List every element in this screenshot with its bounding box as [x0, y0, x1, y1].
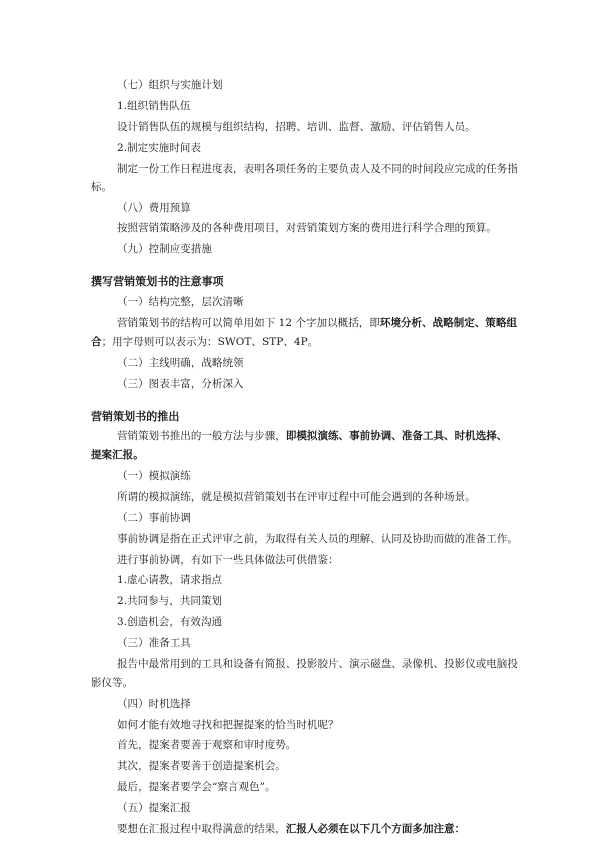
launch-step-2-title: （二）事前协调 [117, 512, 191, 524]
launch-step-4-line-2: 其次，提案者要善于创造提案机会。 [117, 760, 286, 772]
section-8-text: 按照营销策略涉及的各种费用项目，对营销策划方案的费用进行科学合理的预算。 [117, 222, 497, 234]
launch-step-3-title: （三）准备工具 [117, 637, 191, 649]
section-9-title: （九）控制应变措施 [117, 243, 212, 255]
section-7-item-1-text: 设计销售队伍的规模与组织结构，招聘、培训、监督、激励、评估销售人员。 [117, 121, 476, 133]
launch-step-1-title: （一）模拟演练 [117, 470, 191, 482]
launch-step-3-text-line1: 报告中最常用到的工具和设备有简报、投影胶片、演示磁盘、录像机、投影仪或电脑投 [117, 658, 518, 670]
notes-point-1-text-line2: 合；用字母则可以表示为：SWOT、STP、4P。 [91, 336, 319, 348]
list-item: 1.虚心请教，请求指点 [117, 574, 223, 586]
launch-intro-line1: 营销策划书推出的一般方法与步骤，即模拟演练、事前协调、准备工具、时机选择、 [117, 430, 508, 442]
launch-step-5-title: （五）提案汇报 [117, 802, 191, 814]
notes-point-1-text-line1: 营销策划书的结构可以简单用如下 12 个字加以概括，即环境分析、战略制定、策略组 [117, 317, 518, 329]
launch-step-3-text-line2: 影仪等。 [91, 677, 134, 689]
launch-step-5-text: 要想在汇报过程中取得满意的结果，汇报人必须在以下几个方面多加注意： [117, 823, 466, 835]
launch-step-4-title: （四）时机选择 [117, 698, 191, 710]
list-item: 2.共同参与，共同策划 [117, 595, 223, 607]
section-7-item-2-text-line1: 制定一份工作日程进度表，表明各项任务的主要负责人及不同的时间段应完成的任务指 [117, 163, 518, 175]
notes-point-2-title: （二）主线明确，战略统领 [117, 357, 244, 369]
section-7-title: （七）组织与实施计划 [117, 79, 223, 91]
launch-intro-line2: 提案汇报。 [91, 449, 144, 461]
section-7-item-2-text-line2: 标。 [91, 181, 113, 193]
section-7-item-1: 1.组织销售队伍 [117, 100, 191, 112]
launch-step-1-text: 所谓的模拟演练，就是模拟营销策划书在评审过程中可能会遇到的各种场景。 [117, 491, 476, 503]
notes-point-3-title: （三）图表丰富，分析深入 [117, 378, 244, 390]
launch-heading: 营销策划书的推出 [91, 410, 180, 423]
launch-step-2-text-line1: 事前协调是指在正式评审之前，为取得有关人员的理解、认同及协助而做的准备工作。 [117, 533, 518, 545]
launch-step-4-question: 如何才能有效地寻找和把握提案的恰当时机呢？ [117, 719, 339, 731]
launch-step-4-line-3: 最后，提案者要学会“察言观色”。 [117, 781, 276, 793]
notes-heading: 撰写营销策划书的注意事项 [91, 275, 224, 288]
list-item: 3.创造机会，有效沟通 [117, 616, 223, 628]
section-8-title: （八）费用预算 [117, 202, 191, 214]
notes-point-1-title: （一）结构完整，层次清晰 [117, 296, 244, 308]
launch-step-4-line-1: 首先，提案者要善于观察和审时度势。 [117, 739, 297, 751]
launch-step-2-text-line2: 进行事前协调，有如下一些具体做法可供借鉴： [117, 554, 339, 566]
section-7-item-2: 2.制定实施时间表 [117, 142, 201, 154]
